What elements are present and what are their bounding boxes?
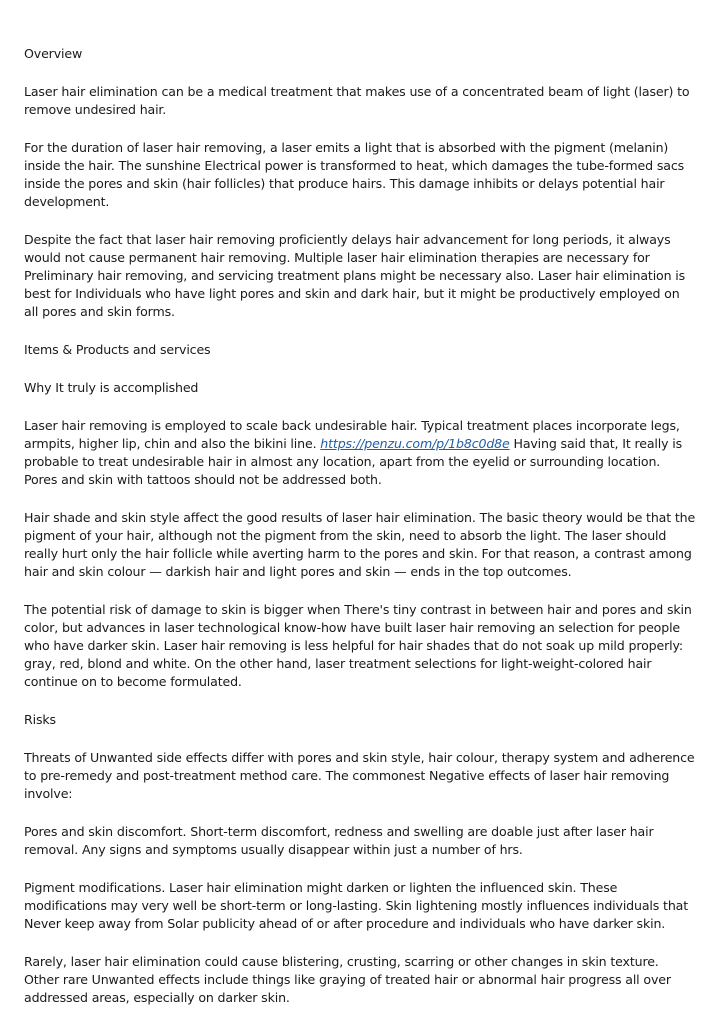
heading-overview: Overview (24, 46, 83, 61)
paragraph-mechanism: For the duration of laser hair removing, a laser emits a light that is absorbed with the pigment (melanin) inside the hair. The sunshine Electrical power is transformed to heat, which damages the tube-formed sacs inside the pores and skin (hair follicles) that produce hairs. This damage inhibits or delays potential hair development. (24, 140, 685, 209)
heading-risks: Risks (24, 712, 56, 727)
paragraph-skin-risk: The potential risk of damage to skin is bigger when There's tiny contrast in between hair and pores and skin color, but advances in laser technological know-how have built laser hair removing an selection for people who have darker skin. Laser hair removing is less helpful for hair shades that do not soak up mild properly: gray, red, blond and white. On the other hand, laser treatment selections for light-weight-colored hair continue on to become formulated. (24, 602, 692, 689)
heading-why-done: Why It truly is accomplished (24, 380, 199, 395)
penzu-link[interactable]: https://penzu.com/p/1b8c0d8e (320, 436, 510, 451)
paragraph-rare-effects: Rarely, laser hair elimination could cause blistering, crusting, scarring or other changes in skin texture. Other rare Unwanted effects include things like graying of treated hair or abnormal hair progress all over addressed areas, especially on darker skin. (24, 954, 671, 1005)
paragraph-hair-shade: Hair shade and skin style affect the good results of laser hair elimination. The basic theory would be that the pigment of your hair, although not the pigment from the skin, need to absorb the light. The laser should really hurt only the hair follicle while averting harm to the pores and skin. For that reason, a contrast among hair and skin colour — darkish hair and light pores and skin — ends in the top outcomes. (24, 510, 696, 579)
text-after-link: Having said that, It really is probable to treat undesirable hair in almost any location, apart from the eyelid or surrounding location. Pores and skin with tattoos should not be addressed both. (24, 436, 683, 487)
paragraph-treatment-areas (24, 417, 696, 489)
heading-products-services: Items & Products and services (24, 342, 211, 357)
paragraph-pigment-changes: Pigment modifications. Laser hair elimination might darken or lighten the influenced skin. These modifications may very well be short-term or long-lasting. Skin lightening mostly influences individuals that Never keep away from Solar publicity ahead of or after procedure and individuals who have darker skin. (24, 880, 689, 931)
paragraph-skin-irritation: Pores and skin discomfort. Short-term discomfort, redness and swelling are doable just after laser hair removal. Any signs and symptoms usually disappear within just a number of hrs. (24, 824, 654, 857)
text-before-link: Laser hair removing is employed to scale back undesirable hair. Typical treatment places incorporate legs, armpits, higher lip, chin and also the bikini line. (24, 418, 680, 451)
paragraph-side-effects: Threats of Unwanted side effects differ with pores and skin style, hair colour, therapy system and adherence to pre-remedy and post-treatment method care. The commonest Negative effects of laser hair removing involve: (24, 750, 695, 801)
paragraph-permanence: Despite the fact that laser hair removing proficiently delays hair advancement for long periods, it always would not cause permanent hair removing. Multiple laser hair elimination therapies are necessary for Preliminary hair removing, and servicing treatment plans might be necessary also. Laser hair elimination is best for Individuals who have light pores and skin and dark hair, but it might be productively employed on all pores and skin forms. (24, 232, 686, 319)
paragraph-intro: Laser hair elimination can be a medical treatment that makes use of a concentrated beam of light (laser) to remove undesired hair. (24, 84, 690, 117)
